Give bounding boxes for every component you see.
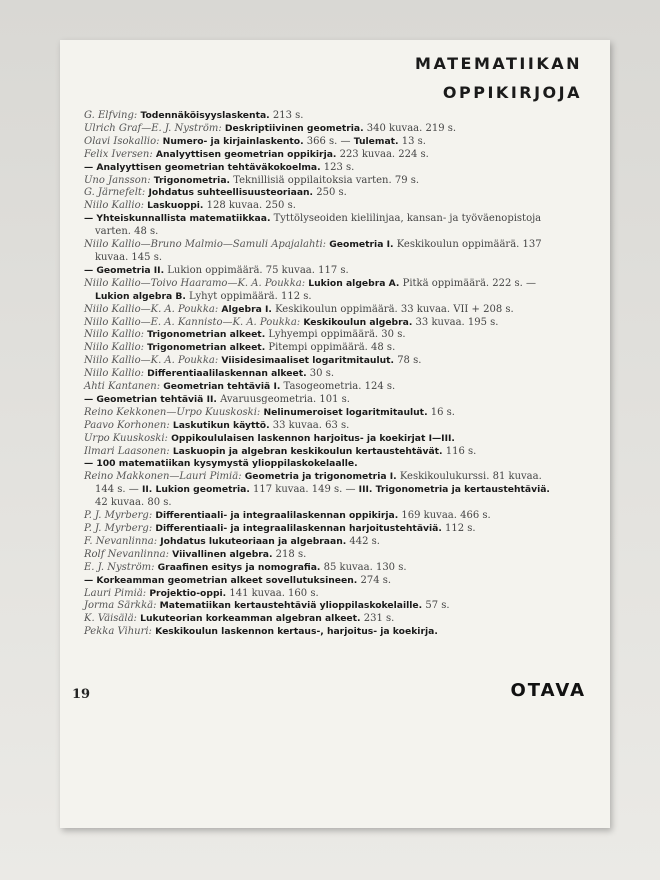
- catalog-title: [415, 49, 582, 107]
- entry-title: Trigonometrian alkeet.: [147, 329, 266, 341]
- entry-title: Trigonometrian alkeet.: [147, 342, 266, 354]
- entry-title: Johdatus suhteellisuusteoriaan.: [148, 187, 314, 199]
- entry-title: Laskutikun käyttö.: [172, 419, 270, 431]
- entry-author: P. J. Myrberg:: [84, 510, 156, 522]
- entry-title: — Geometria II.: [84, 264, 165, 276]
- book-entry: [84, 588, 554, 601]
- entry-details: 117 kuvaa. 149 s. —: [249, 484, 359, 496]
- book-entry: [84, 394, 554, 407]
- catalog-title-line-2: OPPIKIRJOJA: [442, 83, 582, 102]
- entry-author: Niilo Kallio—K. A. Poukka:: [84, 303, 222, 315]
- entry-details: 250 s.: [313, 187, 347, 199]
- entry-title: — Yhteiskunnallista matematiikkaa.: [84, 213, 271, 225]
- entry-details: Lyhyt oppimäärä. 112 s.: [185, 290, 312, 302]
- entry-details: Teknillisiä oppilaitoksia varten. 79 s.: [230, 174, 420, 186]
- entry-details: 366 s. —: [303, 135, 354, 147]
- entry-author: G. Elfving:: [84, 110, 141, 121]
- book-entry: [84, 575, 554, 588]
- book-entry: [84, 407, 554, 420]
- entry-details: Keskikoulukurssi. 81 kuvaa. 144 s. —: [95, 471, 542, 496]
- entry-author: G. Järnefelt:: [84, 187, 149, 199]
- book-entry: [84, 355, 554, 368]
- book-entry: [84, 523, 554, 536]
- entry-author: Niilo Kallio:: [84, 200, 148, 212]
- entry-details: 442 s.: [346, 535, 380, 547]
- entry-author: E. J. Nyström:: [84, 561, 158, 573]
- entry-title: Viivallinen algebra.: [172, 548, 273, 560]
- book-list: [84, 110, 554, 639]
- book-entry: [84, 446, 554, 459]
- entry-author: Reino Makkonen—Lauri Pimiä:: [84, 471, 245, 483]
- entry-title: III. Trigonometria ja kertaustehtäviä.: [358, 484, 550, 496]
- book-entry: [84, 626, 554, 639]
- book-entry: [84, 265, 554, 278]
- catalog-title-line-1: MATEMATIIKAN: [415, 54, 582, 73]
- entry-details: Pitkä oppimäärä. 222 s. —: [399, 277, 537, 289]
- entry-title: Nelinumeroiset logaritmitaulut.: [263, 406, 428, 418]
- book-entry: [84, 433, 554, 446]
- book-entry: [84, 329, 554, 342]
- entry-title: — 100 matematiikan kysymystä ylioppilaskokelaalle.: [84, 458, 358, 470]
- entry-author: F. Nevanlinna:: [84, 535, 161, 547]
- entry-details: 223 kuvaa. 224 s.: [336, 148, 429, 160]
- entry-title: — Analyyttisen geometrian tehtäväkokoelma.: [84, 161, 321, 173]
- entry-details: 123 s.: [320, 161, 355, 173]
- book-entry: [84, 317, 554, 330]
- entry-author: P. J. Myrberg:: [84, 523, 156, 534]
- entry-details: 16 s.: [427, 406, 455, 418]
- book-entry: [84, 304, 554, 317]
- entry-title: Deskriptiivinen geometria.: [224, 122, 364, 134]
- entry-details: 213 s.: [269, 110, 304, 121]
- entry-details: 169 kuvaa. 466 s.: [398, 510, 491, 522]
- entry-details: 340 kuvaa. 219 s.: [363, 122, 457, 134]
- entry-details: Tyttölyseoiden kielilinjaa, kansan- ja työväenopistoja varten. 48 s.: [95, 213, 542, 238]
- entry-title: Differentiaali- ja integraalilaskennan harjoitustehtäviä.: [155, 523, 442, 534]
- entry-author: Ulrich Graf—E. J. Nyström:: [84, 122, 225, 134]
- book-entry: [84, 123, 554, 136]
- entry-title: Lukion algebra B.: [95, 290, 186, 302]
- entry-title: Projektio-oppi.: [149, 587, 227, 599]
- entry-details: 78 s.: [394, 355, 422, 367]
- entry-details: Tasogeometria. 124 s.: [280, 381, 396, 393]
- entry-author: Niilo Kallio:: [84, 368, 148, 380]
- entry-details: 57 s.: [422, 600, 450, 612]
- entry-title: Laskuoppi.: [147, 200, 204, 212]
- entry-author: Ahti Kantanen:: [84, 381, 164, 393]
- entry-details: Keskikoulun oppimäärä. 137 kuvaa. 145 s.: [95, 239, 542, 263]
- book-entry: [84, 536, 554, 549]
- entry-details: 116 s.: [442, 445, 477, 457]
- entry-title: Keskikoulun laskennon kertaus-, harjoitus- ja koekirja.: [155, 626, 438, 638]
- entry-title: Analyyttisen geometrian oppikirja.: [155, 148, 337, 160]
- entry-author: Niilo Kallio—Bruno Malmio—Samuli Apajalahti:: [84, 239, 330, 251]
- entry-details: Avaruusgeometria. 101 s.: [216, 393, 350, 405]
- book-entry: [84, 213, 554, 239]
- entry-title: Algebra I.: [221, 303, 272, 315]
- book-entry: [84, 562, 554, 575]
- entry-details: Pitempi oppimäärä. 48 s.: [265, 342, 396, 354]
- entry-details: 33 kuvaa. 63 s.: [269, 419, 350, 431]
- publisher-name: OTAVA: [510, 680, 586, 701]
- entry-title: Geometria I.: [329, 239, 394, 251]
- book-entry: [84, 200, 554, 213]
- entry-title: Geometria ja trigonometria I.: [244, 471, 397, 483]
- book-entry: [84, 420, 554, 433]
- entry-details: 112 s.: [441, 523, 476, 534]
- entry-details: 218 s.: [272, 548, 307, 560]
- entry-details: Lyhyempi oppimäärä. 30 s.: [265, 329, 406, 341]
- entry-title: Lukion algebra A.: [308, 277, 400, 289]
- entry-details: Lukion oppimäärä. 75 kuvaa. 117 s.: [164, 264, 349, 276]
- entry-title: Geometrian tehtäviä I.: [163, 381, 281, 393]
- entry-title: Lukuteorian korkeamman algebran alkeet.: [140, 613, 361, 625]
- entry-author: Uno Jansson:: [84, 174, 154, 186]
- entry-author: Niilo Kallio—K. A. Poukka:: [84, 355, 222, 367]
- entry-author: Niilo Kallio—E. A. Kannisto—K. A. Poukka:: [84, 316, 304, 328]
- entry-title: Keskikoulun algebra.: [303, 316, 413, 328]
- entry-author: Jorma Särkkä:: [84, 600, 160, 612]
- book-entry: [84, 239, 554, 265]
- entry-title: Matematiikan kertaustehtäviä ylioppilaskokelaille.: [159, 600, 423, 612]
- book-entry: [84, 110, 554, 123]
- entry-title: Differentiaali- ja integraalilaskennan oppikirja.: [155, 510, 399, 522]
- entry-title: — Geometrian tehtäviä II.: [84, 393, 217, 405]
- entry-details: 13 s.: [398, 135, 426, 147]
- book-entry: [84, 175, 554, 188]
- entry-title: Laskuopin ja algebran keskikoulun kertaustehtävät.: [172, 445, 443, 457]
- entry-details: Keskikoulun oppimäärä. 33 kuvaa. VII + 208 s.: [271, 303, 514, 315]
- entry-details: 33 kuvaa. 195 s.: [412, 316, 499, 328]
- entry-author: Rolf Nevanlinna:: [84, 548, 173, 560]
- entry-details: 274 s.: [357, 574, 392, 586]
- book-entry: [84, 600, 554, 613]
- book-entry: [84, 278, 554, 304]
- book-entry: [84, 187, 554, 200]
- entry-title: Viisidesimaaliset logaritmitaulut.: [221, 355, 395, 367]
- book-entry: [84, 342, 554, 355]
- entry-details: 42 kuvaa. 80 s.: [95, 497, 172, 509]
- entry-details: 141 kuvaa. 160 s.: [226, 587, 319, 599]
- book-entry: [84, 136, 554, 149]
- entry-author: Pekka Vihuri:: [84, 626, 156, 638]
- book-entry: [84, 471, 554, 510]
- book-entry: [84, 368, 554, 381]
- entry-author: Ilmari Laasonen:: [84, 445, 173, 457]
- entry-author: Olavi Isokallio:: [84, 135, 163, 147]
- entry-title: Differentiaalilaskennan alkeet.: [147, 368, 307, 380]
- entry-author: Felix Iversen:: [84, 148, 156, 160]
- entry-title: Oppikoululaisen laskennon harjoitus- ja koekirjat I—III.: [171, 432, 455, 444]
- page-number: 19: [72, 687, 91, 702]
- book-entry: [84, 162, 554, 175]
- entry-details: 128 kuvaa. 250 s.: [203, 200, 296, 212]
- entry-author: Paavo Korhonen:: [84, 419, 173, 431]
- entry-details: 85 kuvaa. 130 s.: [320, 561, 407, 573]
- entry-author: Urpo Kuuskoski:: [84, 432, 172, 444]
- entry-author: Niilo Kallio:: [84, 329, 148, 341]
- entry-title: Graafinen esitys ja nomografia.: [157, 561, 321, 573]
- entry-details: 231 s.: [360, 613, 395, 625]
- entry-author: K. Väisälä:: [84, 613, 141, 625]
- book-entry: [84, 149, 554, 162]
- book-entry: [84, 381, 554, 394]
- entry-title: Todennäköisyyslaskenta.: [140, 110, 270, 121]
- book-entry: [84, 458, 554, 471]
- entry-title: Johdatus lukuteoriaan ja algebraan.: [160, 535, 347, 547]
- entry-title: Trigonometria.: [153, 174, 231, 186]
- entry-title: Numero- ja kirjainlaskento.: [162, 135, 304, 147]
- book-entry: [84, 613, 554, 626]
- book-entry: [84, 549, 554, 562]
- entry-author: Lauri Pimiä:: [84, 587, 150, 599]
- entry-title: — Korkeamman geometrian alkeet sovellutuksineen.: [84, 574, 358, 586]
- entry-author: Niilo Kallio—Toivo Haaramo—K. A. Poukka:: [84, 277, 309, 289]
- entry-author: Reino Kekkonen—Urpo Kuuskoski:: [84, 406, 264, 418]
- book-entry: [84, 510, 554, 523]
- entry-author: Niilo Kallio:: [84, 342, 148, 354]
- entry-details: 30 s.: [306, 368, 335, 380]
- entry-title: II. Lukion geometria.: [141, 484, 250, 496]
- entry-title: Tulemat.: [353, 135, 399, 147]
